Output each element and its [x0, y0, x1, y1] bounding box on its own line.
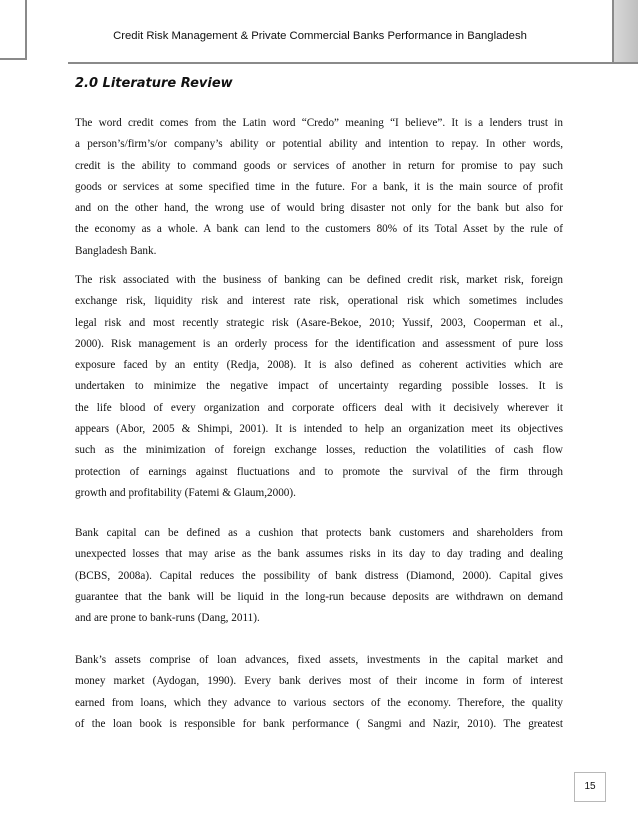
paragraph-credit-definition [75, 113, 563, 262]
text-line: undertaken to minimize the negative impact of uncertainty regarding possible losses. It is [75, 380, 563, 393]
text-line: such as the minimization of foreign exchange losses, reduction the volatilities of cash flow [75, 444, 563, 457]
corner-bracket-right [612, 0, 638, 62]
text-line: of the loan book is responsible for bank performance ( Sangmi and Nazir, 2010). The greatest [75, 717, 563, 730]
text-line: the economy as a whole. A bank can lend to the customers 80% of its Total Asset by the rule of [75, 223, 563, 236]
paragraph-bank-capital [75, 523, 563, 629]
corner-bracket-left [0, 0, 27, 60]
text-line: and on the other hand, the wrong use of would bring disaster not only for the bank but also for [75, 202, 563, 215]
page-number: 15 [574, 772, 606, 802]
text-line: Bank’s assets comprise of loan advances, fixed assets, investments in the capital market and [75, 654, 563, 666]
text-line: credit is the ability to command goods or services of another in return for promise to pay such [75, 159, 563, 172]
text-line: Bangladesh Bank. [75, 244, 157, 257]
text-line: The risk associated with the business of banking can be defined credit risk, market risk, foreign [75, 274, 563, 286]
text-line: (BCBS, 2008a). Capital reduces the possibility of bank distress (Diamond, 2000). Capital gives [75, 569, 563, 582]
text-line: a person’s/firm’s/or company’s ability or potential ability and intention to repay. In other words, [75, 138, 563, 151]
text-line: protection of earnings against fluctuations and to promote the survival of the firm through [75, 465, 563, 478]
text-line: exchange risk, liquidity risk and interest rate risk, operational risk which sometimes includes [75, 295, 563, 308]
text-line: growth and profitability (Fatemi & Glaum,2000). [75, 486, 296, 499]
text-line: appears (Abor, 2005 & Shimpi, 2001). It is intended to help an organization meet its objectives [75, 423, 563, 436]
paragraph-risk-management [75, 270, 563, 504]
text-line: earned from loans, which they advance to various sectors of the economy. Therefore, the quality [75, 696, 563, 709]
text-line: The word credit comes from the Latin word “Credo” meaning “I believe”. It is a lenders trust in [75, 117, 563, 129]
text-line: guarantee that the bank will be liquid in the long-run because deposits are withdrawn on demand [75, 590, 563, 603]
text-line: money market (Aydogan, 1990). Every bank derives most of their income in form of interest [75, 675, 563, 688]
header-divider [68, 62, 638, 64]
section-heading: 2.0 Literature Review [75, 76, 233, 91]
text-line: legal risk and most recently strategic risk (Asare-Bekoe, 2010; Yussif, 2003, Cooperman et al., [75, 316, 563, 329]
running-header: Credit Risk Management & Private Commercial Banks Performance in Bangladesh [113, 30, 527, 42]
text-line: exposure faced by an entity (Redja, 2008). It is also defined as coherent activities which are [75, 359, 563, 372]
paragraph-bank-assets [75, 650, 563, 735]
text-line: Bank capital can be defined as a cushion that protects bank customers and shareholders from [75, 527, 563, 539]
text-line: 2000). Risk management is an orderly process for the identification and assessment of pure loss [75, 337, 563, 350]
text-line: the life blood of every organization and corporate officers deal with it decisively wherever it [75, 401, 563, 414]
text-line: unexpected losses that may arise as the bank assumes risks in its day to day trading and dealing [75, 548, 563, 561]
text-line: goods or services at some specified time in the future. For a bank, it is the main source of profit [75, 180, 563, 193]
text-line: and are prone to bank-runs (Dang, 2011). [75, 612, 260, 625]
